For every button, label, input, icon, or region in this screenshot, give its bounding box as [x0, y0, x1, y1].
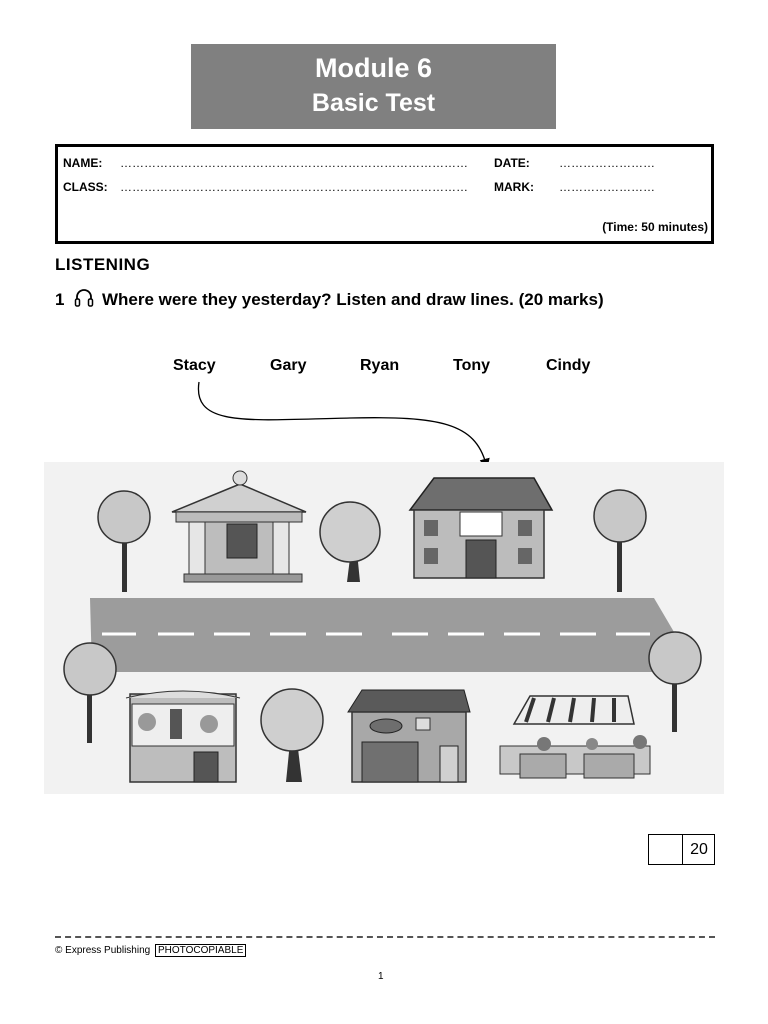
name-field[interactable]: ……………………………………………………………………………	[120, 156, 468, 170]
page-number: 1	[378, 971, 384, 982]
score-max: 20	[690, 841, 708, 858]
name-label: NAME:	[63, 156, 103, 170]
name-gary[interactable]: Gary	[270, 357, 307, 374]
module-title: Module 6	[314, 53, 432, 83]
student-info-box	[55, 144, 714, 244]
class-label: CLASS:	[63, 180, 108, 194]
name-cindy[interactable]: Cindy	[546, 357, 591, 374]
task-instruction	[55, 287, 604, 310]
gym-icon	[126, 691, 240, 782]
name-tony[interactable]: Tony	[453, 357, 491, 374]
footer-divider	[55, 936, 715, 938]
task-number: 1	[55, 290, 65, 309]
task-text: Where were they yesterday? Listen and draw lines. (20 marks)	[101, 290, 604, 309]
score-box	[648, 834, 715, 865]
mark-field[interactable]: ……………………	[559, 180, 655, 194]
example-connector-line	[190, 378, 500, 473]
section-heading: LISTENING	[55, 255, 151, 274]
date-label: DATE:	[494, 156, 530, 170]
copyright-notice	[55, 945, 246, 956]
library-icon	[410, 478, 552, 578]
date-field[interactable]: ……………………	[559, 156, 655, 170]
headphones-icon	[73, 287, 95, 309]
test-title: Basic Test	[311, 89, 436, 117]
name-stacy[interactable]: Stacy	[173, 357, 216, 374]
mark-label: MARK:	[494, 180, 534, 194]
road	[90, 598, 679, 672]
title-banner	[191, 44, 556, 129]
time-limit: (Time: 50 minutes)	[602, 220, 708, 234]
name-ryan[interactable]: Ryan	[360, 357, 400, 374]
class-field[interactable]: ……………………………………………………………………………	[120, 180, 468, 194]
copyright-text: © Express Publishing	[55, 945, 151, 956]
photocopiable-label: PHOTOCOPIABLE	[155, 944, 246, 957]
bakery-icon	[348, 690, 470, 782]
town-scene	[44, 462, 724, 794]
